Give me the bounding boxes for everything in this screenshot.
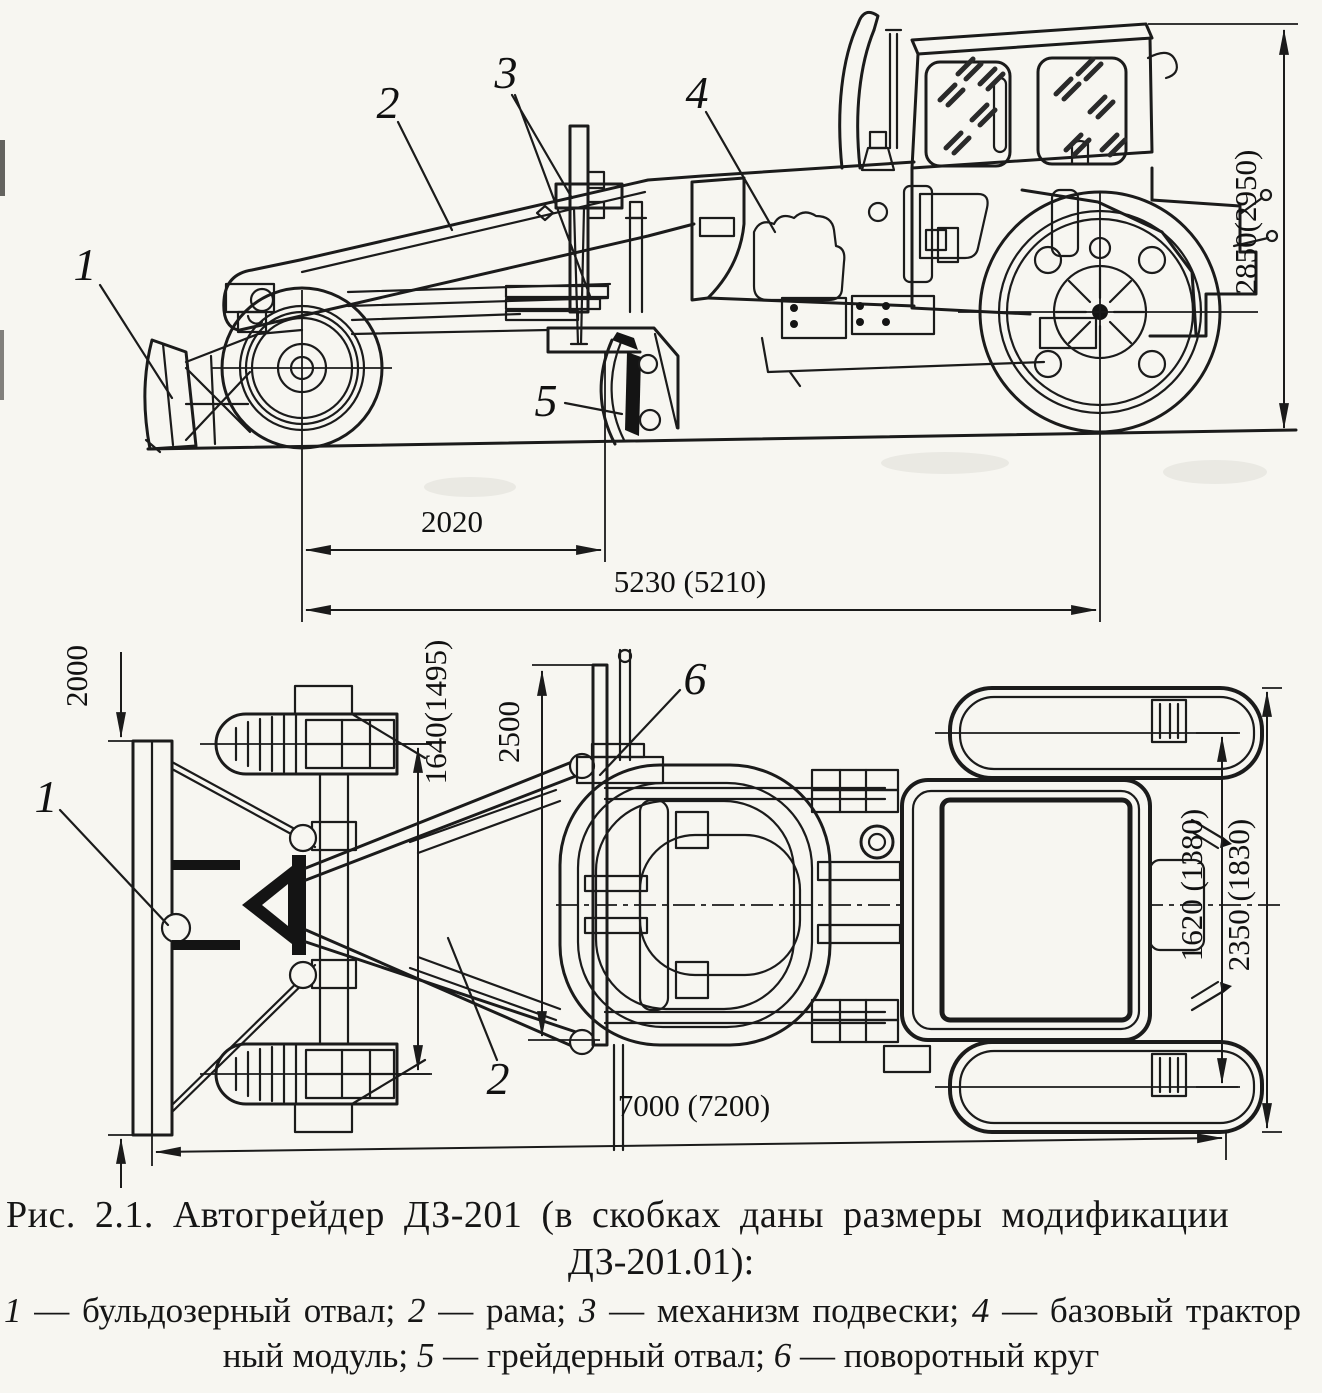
dim-front-track: 1640(1495) (418, 639, 453, 785)
legend-num: 6 (773, 1336, 792, 1375)
callout-1-plan: 1 (34, 771, 58, 822)
grader-blade-plan (577, 650, 663, 1150)
legend-text: — бульдозерный отвал; (21, 1291, 408, 1330)
legend-text: — рама; (425, 1291, 579, 1330)
legend-text: — базовый трактор (989, 1291, 1302, 1330)
legend-text: ный модуль; (222, 1336, 417, 1375)
dim-blade-offset: 2020 (421, 504, 483, 539)
figure-legend (0, 1288, 1322, 1378)
figure-caption (0, 1192, 1322, 1286)
front-axle-plan (290, 686, 425, 1132)
legend-line-2 (0, 1333, 1322, 1378)
dim-grader-blade-width: 2500 (491, 701, 526, 763)
legend-text: — поворотный круг (791, 1336, 1100, 1375)
callout-6-plan: 6 (683, 653, 707, 704)
blade-articulation (172, 855, 306, 955)
legend-num: 3 (578, 1291, 597, 1330)
legend-num: 2 (407, 1291, 426, 1330)
callout-2-plan: 2 (486, 1053, 510, 1104)
dim-dozer-blade-width: 2000 (59, 645, 94, 707)
drawbar-rails (605, 770, 900, 1042)
caption-line-2: ДЗ-201.01): (567, 1241, 755, 1283)
dim-overall-length: 7000 (7200) (617, 1088, 771, 1123)
dim-wheelbase: 5230 (5210) (613, 564, 767, 599)
cab-plan (884, 780, 1150, 1072)
legend-num: 4 (971, 1291, 990, 1330)
cab-side (912, 24, 1177, 314)
callout-5-side: 5 (534, 375, 558, 426)
caption-line-1: Рис. 2.1. Автогрейдер ДЗ-201 (в скобках даны размеры модификации (6, 1194, 1230, 1236)
legend-text: — грейдерный отвал; (434, 1336, 774, 1375)
plan-view (133, 650, 1280, 1150)
dim-overall-height: 2850(2950) (1228, 149, 1263, 295)
callout-4-side: 4 (685, 67, 709, 118)
callout-3-side: 3 (494, 47, 518, 98)
frame-arms-plan (306, 754, 594, 1054)
legend-num: 1 (4, 1291, 22, 1330)
grader-blade-side (548, 328, 678, 444)
legend-line-1 (0, 1288, 1322, 1333)
dim-overall-width: 2350 (1830) (1221, 818, 1256, 972)
dim-rear-track: 1620 (1380) (1174, 808, 1209, 962)
legend-text: — механизм подвески; (596, 1291, 972, 1330)
rear-wheel-side (958, 192, 1258, 432)
side-view (145, 12, 1296, 452)
callout-2-side: 2 (376, 77, 400, 128)
legend-num: 5 (416, 1336, 435, 1375)
callout-1-side: 1 (73, 239, 97, 290)
